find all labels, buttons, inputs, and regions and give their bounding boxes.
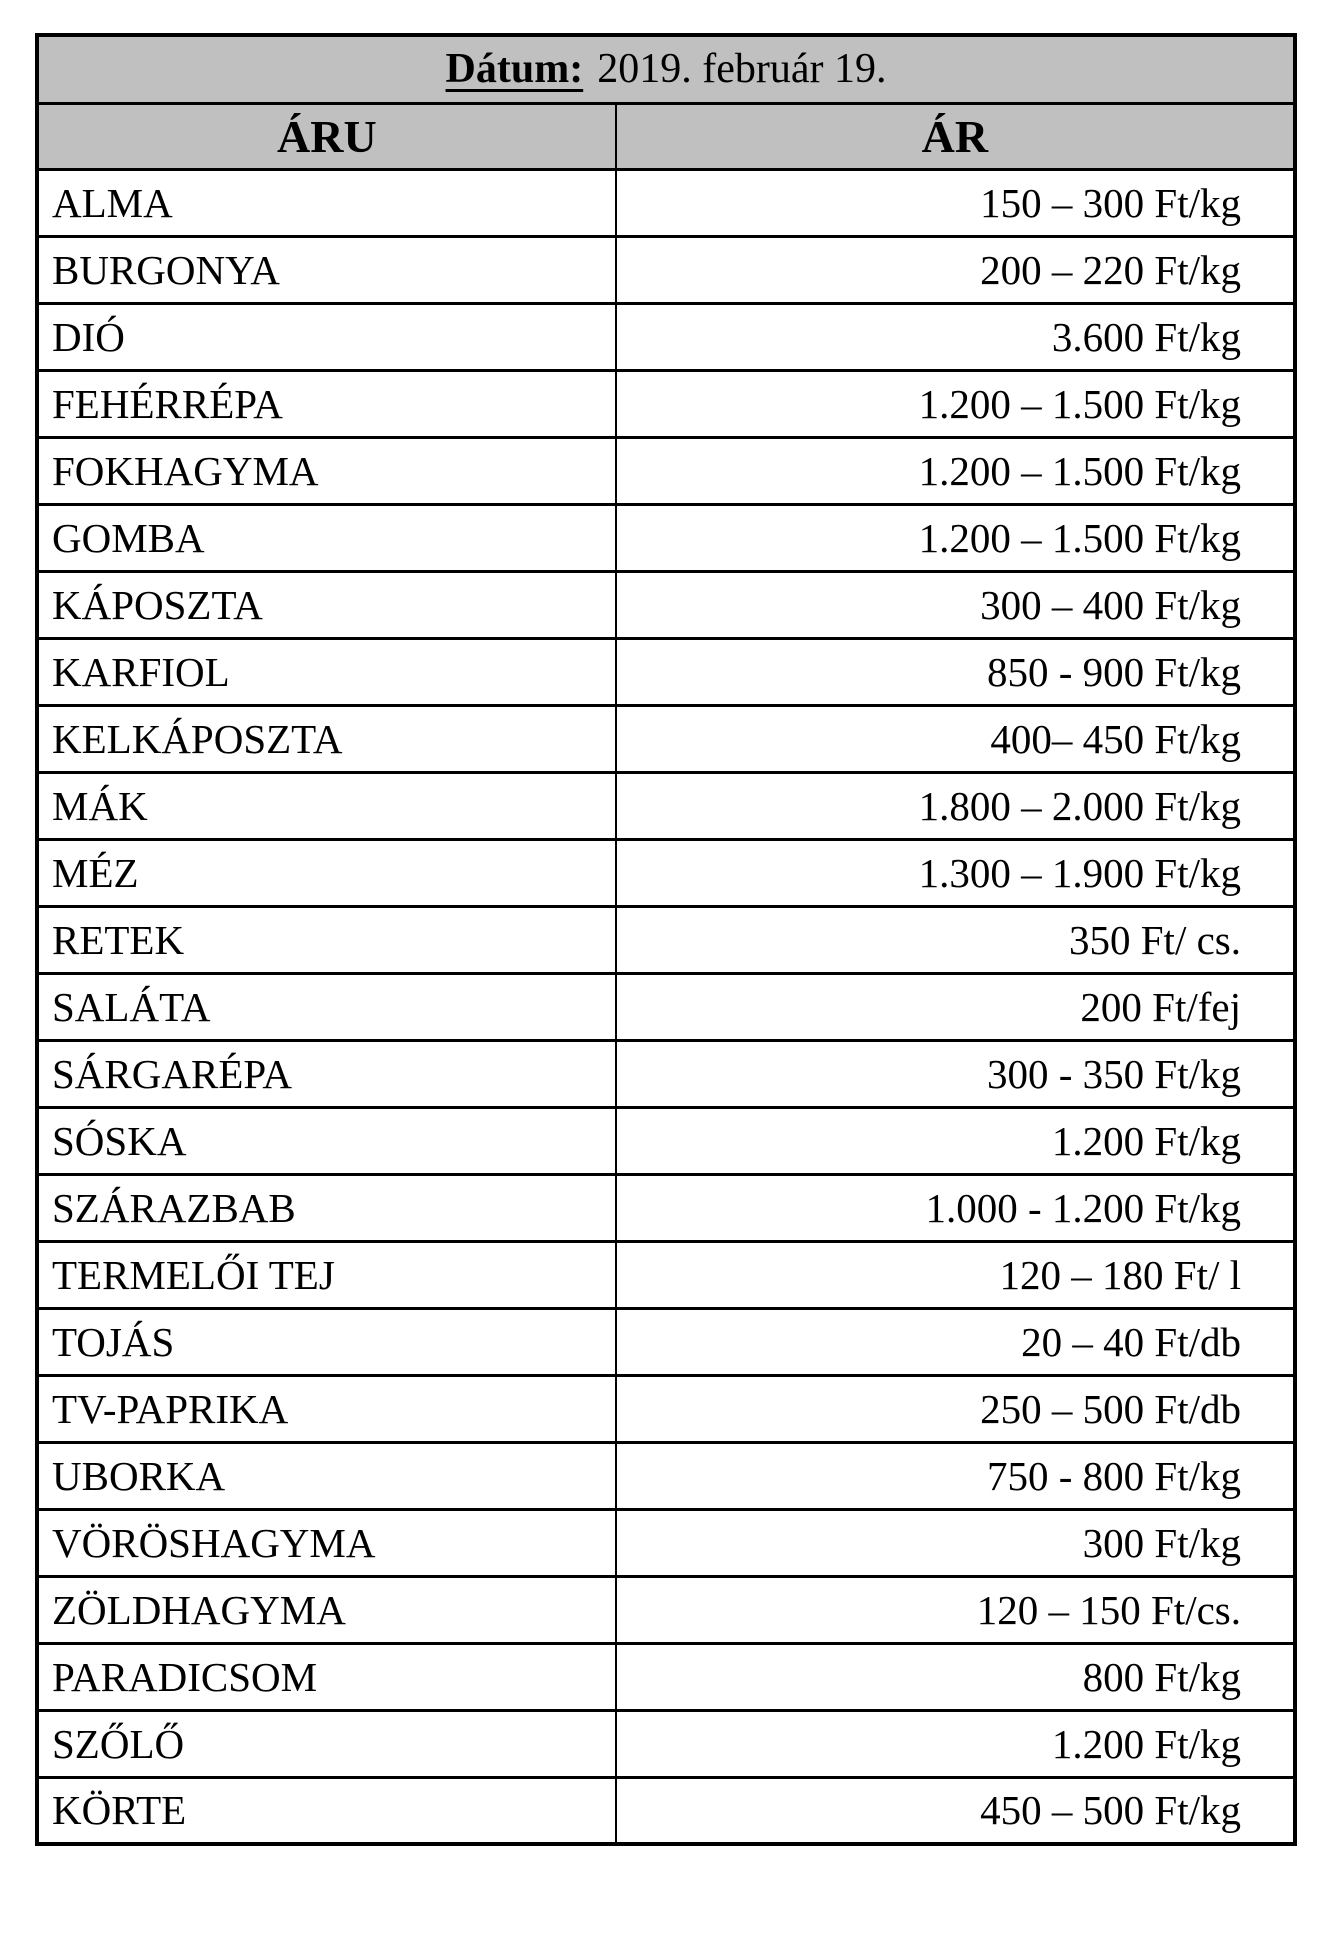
column-header-ar: ÁR bbox=[616, 103, 1295, 169]
item-price-cell: 850 - 900 Ft/kg bbox=[616, 638, 1295, 705]
column-header-aru: ÁRU bbox=[37, 103, 616, 169]
table-row bbox=[37, 973, 1295, 1040]
item-name-cell: PARADICSOM bbox=[37, 1643, 616, 1710]
table-row bbox=[37, 1375, 1295, 1442]
item-name-cell: DIÓ bbox=[37, 303, 616, 370]
item-price-cell: 200 Ft/fej bbox=[616, 973, 1295, 1040]
item-price-cell: 350 Ft/ cs. bbox=[616, 906, 1295, 973]
item-price-cell: 1.800 – 2.000 Ft/kg bbox=[616, 772, 1295, 839]
item-price-cell: 120 – 150 Ft/cs. bbox=[616, 1576, 1295, 1643]
item-price-cell: 120 – 180 Ft/ l bbox=[616, 1241, 1295, 1308]
item-price-cell: 300 - 350 Ft/kg bbox=[616, 1040, 1295, 1107]
item-name-cell: BURGONYA bbox=[37, 236, 616, 303]
table-row bbox=[37, 236, 1295, 303]
item-name-cell: KÁPOSZTA bbox=[37, 571, 616, 638]
item-name-cell: KARFIOL bbox=[37, 638, 616, 705]
table-row bbox=[37, 1777, 1295, 1844]
item-price-cell: 1.300 – 1.900 Ft/kg bbox=[616, 839, 1295, 906]
item-name-cell: RETEK bbox=[37, 906, 616, 973]
item-price-cell: 400– 450 Ft/kg bbox=[616, 705, 1295, 772]
item-name-cell: GOMBA bbox=[37, 504, 616, 571]
table-row bbox=[37, 169, 1295, 236]
table-row bbox=[37, 1710, 1295, 1777]
item-price-cell: 1.200 – 1.500 Ft/kg bbox=[616, 370, 1295, 437]
date-value: 2019. február 19. bbox=[597, 46, 887, 93]
table-row bbox=[37, 1442, 1295, 1509]
table-row bbox=[37, 1107, 1295, 1174]
table-row bbox=[37, 906, 1295, 973]
table-row bbox=[37, 839, 1295, 906]
item-price-cell: 450 – 500 Ft/kg bbox=[616, 1777, 1295, 1844]
column-header-row bbox=[37, 103, 1295, 169]
item-name-cell: SZŐLŐ bbox=[37, 1710, 616, 1777]
item-price-cell: 300 – 400 Ft/kg bbox=[616, 571, 1295, 638]
item-name-cell: SZÁRAZBAB bbox=[37, 1174, 616, 1241]
item-price-cell: 1.200 Ft/kg bbox=[616, 1107, 1295, 1174]
item-price-cell: 250 – 500 Ft/db bbox=[616, 1375, 1295, 1442]
table-row bbox=[37, 370, 1295, 437]
item-price-cell: 1.200 – 1.500 Ft/kg bbox=[616, 437, 1295, 504]
item-name-cell: SALÁTA bbox=[37, 973, 616, 1040]
table-row bbox=[37, 303, 1295, 370]
item-name-cell: UBORKA bbox=[37, 1442, 616, 1509]
price-table bbox=[35, 33, 1297, 1846]
item-price-cell: 300 Ft/kg bbox=[616, 1509, 1295, 1576]
table-row bbox=[37, 705, 1295, 772]
item-name-cell: KÖRTE bbox=[37, 1777, 616, 1844]
date-row bbox=[37, 35, 1295, 103]
table-row bbox=[37, 1308, 1295, 1375]
table-row bbox=[37, 1040, 1295, 1107]
item-name-cell: VÖRÖSHAGYMA bbox=[37, 1509, 616, 1576]
table-row bbox=[37, 1509, 1295, 1576]
date-header-cell bbox=[37, 35, 1295, 103]
table-row bbox=[37, 1643, 1295, 1710]
item-price-cell: 20 – 40 Ft/db bbox=[616, 1308, 1295, 1375]
table-row bbox=[37, 1241, 1295, 1308]
item-name-cell: ZÖLDHAGYMA bbox=[37, 1576, 616, 1643]
item-name-cell: KELKÁPOSZTA bbox=[37, 705, 616, 772]
item-name-cell: SÁRGARÉPA bbox=[37, 1040, 616, 1107]
date-label: Dátum: bbox=[445, 46, 584, 93]
table-row bbox=[37, 1576, 1295, 1643]
table-row bbox=[37, 571, 1295, 638]
table-row bbox=[37, 638, 1295, 705]
table-row bbox=[37, 437, 1295, 504]
item-price-cell: 200 – 220 Ft/kg bbox=[616, 236, 1295, 303]
table-row bbox=[37, 504, 1295, 571]
price-table-body bbox=[37, 169, 1295, 1844]
item-name-cell: TOJÁS bbox=[37, 1308, 616, 1375]
item-name-cell: SÓSKA bbox=[37, 1107, 616, 1174]
item-name-cell: TERMELŐI TEJ bbox=[37, 1241, 616, 1308]
item-price-cell: 1.200 Ft/kg bbox=[616, 1710, 1295, 1777]
item-price-cell: 3.600 Ft/kg bbox=[616, 303, 1295, 370]
item-name-cell: TV-PAPRIKA bbox=[37, 1375, 616, 1442]
item-name-cell: FOKHAGYMA bbox=[37, 437, 616, 504]
item-price-cell: 800 Ft/kg bbox=[616, 1643, 1295, 1710]
item-price-cell: 1.200 – 1.500 Ft/kg bbox=[616, 504, 1295, 571]
item-price-cell: 150 – 300 Ft/kg bbox=[616, 169, 1295, 236]
item-name-cell: ALMA bbox=[37, 169, 616, 236]
table-row bbox=[37, 1174, 1295, 1241]
table-row bbox=[37, 772, 1295, 839]
item-name-cell: FEHÉRRÉPA bbox=[37, 370, 616, 437]
item-name-cell: MÁK bbox=[37, 772, 616, 839]
item-name-cell: MÉZ bbox=[37, 839, 616, 906]
item-price-cell: 750 - 800 Ft/kg bbox=[616, 1442, 1295, 1509]
item-price-cell: 1.000 - 1.200 Ft/kg bbox=[616, 1174, 1295, 1241]
